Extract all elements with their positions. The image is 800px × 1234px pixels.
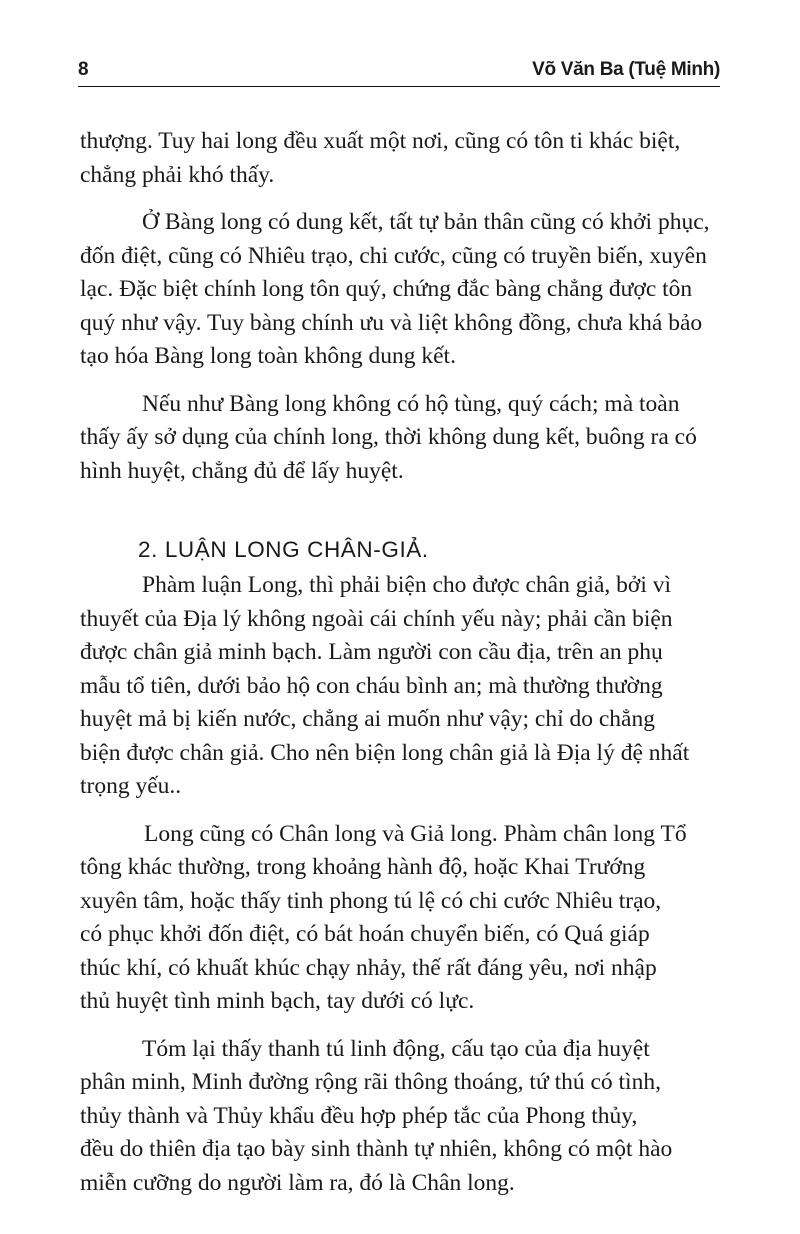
text-line: đốn điệt, cũng có Nhiêu trạo, chi cước, cũng có truyền biến, xuyên xyxy=(80,242,707,269)
paragraph-5 xyxy=(80,818,720,1019)
page-header xyxy=(78,55,720,91)
paragraph-3 xyxy=(80,388,720,489)
text-line: xuyên tâm, hoặc thấy tinh phong tú lệ có chi cước Nhiêu trạo, xyxy=(80,887,662,914)
text-line: Ở Bàng long có dung kết, tất tự bản thân cũng có khởi phục, xyxy=(142,209,710,235)
text-line: quý như vậy. Tuy bàng chính ưu và liệt không đồng, chưa khá bảo xyxy=(80,309,703,336)
body-text xyxy=(80,125,720,1200)
text-line: miễn cưỡng do người làm ra, đó là Chân long. xyxy=(80,1169,515,1196)
text-line: lạc. Đặc biệt chính long tôn quý, chứng đắc bàng chẳng được tôn xyxy=(80,276,693,302)
text-line: tông khác thường, trong khoảng hành độ, hoặc Khai Trướng xyxy=(80,854,646,880)
paragraph-4 xyxy=(80,569,720,804)
text-line: mẫu tổ tiên, dưới bảo hộ con cháu bình an; mà thường thường xyxy=(80,672,663,699)
paragraph-2 xyxy=(80,206,720,374)
text-line: Nếu như Bàng long không có hộ tùng, quý cách; mà toàn xyxy=(142,390,680,417)
text-line: thuyết của Địa lý không ngoài cái chính yếu này; phải cần biện xyxy=(80,605,673,632)
paragraph-6 xyxy=(80,1033,720,1201)
text-line: Long cũng có Chân long và Giả long. Phàm chân long Tổ xyxy=(144,820,687,847)
text-line: thủ huyệt tình minh bạch, tay dưới có lực. xyxy=(80,988,475,1014)
running-head: Võ Văn Ba (Tuệ Minh) xyxy=(532,59,720,80)
text-line: tạo hóa Bàng long toàn không dung kết. xyxy=(80,343,456,369)
text-line: thấy ấy sở dụng của chính long, thời không dung kết, buông ra có xyxy=(80,424,697,450)
text-line: đều do thiên địa tạo bày sinh thành tự nhiên, không có một hào xyxy=(80,1136,673,1162)
text-line: có phục khởi đốn điệt, có bát hoán chuyển biến, có Quá giáp xyxy=(80,921,650,947)
text-line: chẳng phải khó thấy. xyxy=(80,161,275,188)
text-line: trọng yếu.. xyxy=(80,773,182,799)
paragraph-1 xyxy=(80,125,720,192)
text-line: hình huyệt, chẳng đủ để lấy huyệt. xyxy=(80,457,404,484)
text-line: thúc khí, có khuất khúc chạy nhảy, thế rất đáng yêu, nơi nhập xyxy=(80,954,657,981)
text-line: Tóm lại thấy thanh tú linh động, cấu tạo của địa huyệt xyxy=(142,1035,650,1062)
text-line: Phàm luận Long, thì phải biện cho được chân giả, bởi vì xyxy=(142,572,672,598)
page-number: 8 xyxy=(78,59,89,80)
text-line: thủy thành và Thủy khẩu đều hợp phép tắc của Phong thủy, xyxy=(80,1102,638,1129)
text-line: huyệt mả bị kiến nước, chẳng ai muốn như vậy; chỉ do chẳng xyxy=(80,706,655,732)
text-line: phân minh, Minh đường rộng rãi thông thoáng, tứ thú có tình, xyxy=(80,1069,661,1095)
section-heading: 2. LUẬN LONG CHÂN-GIẢ. xyxy=(138,537,429,562)
text-line: được chân giả minh bạch. Làm người con cầu địa, trên an phụ xyxy=(80,639,663,665)
text-line: thượng. Tuy hai long đều xuất một nơi, cũng có tôn ti khác biệt, xyxy=(80,128,681,154)
header-rule xyxy=(78,86,720,87)
text-line: biện được chân giả. Cho nên biện long chân giả là Địa lý đệ nhất xyxy=(80,739,690,766)
